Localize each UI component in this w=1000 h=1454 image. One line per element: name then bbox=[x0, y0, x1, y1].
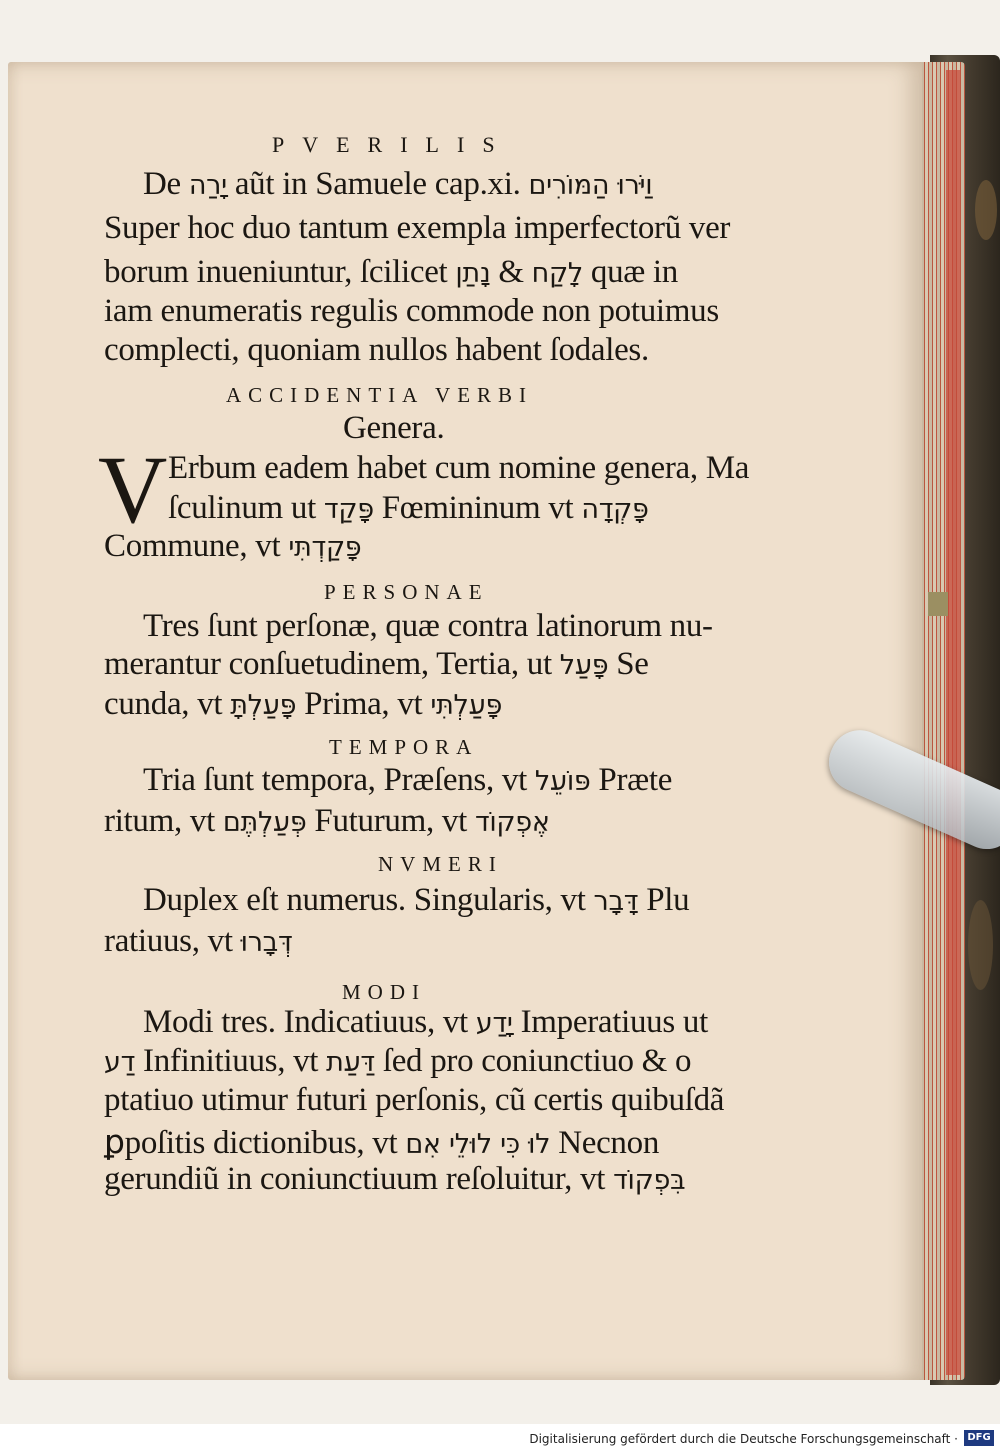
hebrew-word: פָּקַד bbox=[323, 494, 374, 525]
latin-text: Necnon bbox=[558, 1125, 660, 1161]
section-heading: ACCIDENTIA VERBI bbox=[226, 383, 534, 407]
latin-text: aũt in Samuele cap.xi. bbox=[234, 166, 521, 202]
latin-text: ꝑpoſitis dictionibus, vt bbox=[104, 1125, 398, 1161]
hebrew-word: פָּקְדָה bbox=[581, 494, 649, 525]
latin-text: Præte bbox=[598, 762, 673, 798]
section-heading: TEMPORA bbox=[329, 735, 479, 759]
cover-stain bbox=[968, 900, 993, 990]
hebrew-word: פָּעַל bbox=[559, 650, 609, 681]
hebrew-word: נָתַן bbox=[455, 258, 491, 289]
latin-text: quæ in bbox=[590, 254, 679, 290]
text-line: complecti, quoniam nullos habent ſodales. bbox=[104, 332, 649, 368]
hebrew-word: בִּפְקוֹד bbox=[613, 1165, 686, 1196]
latin-text: Imperatiuus ut bbox=[520, 1004, 708, 1040]
viewer-footer bbox=[0, 1424, 1000, 1454]
hebrew-word: יָרַה bbox=[188, 170, 227, 201]
latin-text: Se bbox=[616, 646, 649, 682]
latin-text: merantur conſuetudinem, Tertia, ut bbox=[104, 646, 552, 682]
section-heading: MODI bbox=[342, 980, 426, 1004]
latin-text: Fœmininum vt bbox=[381, 490, 574, 526]
hebrew-word: דְּבָרוּ bbox=[240, 927, 293, 958]
latin-text: Tria ſunt tempora, Præſens, vt bbox=[143, 762, 527, 798]
hebrew-word: פָּעַלְתִּי bbox=[430, 690, 502, 721]
latin-text: Duplex eſt numerus. Singularis, vt bbox=[143, 882, 586, 918]
text-line bbox=[143, 1004, 708, 1041]
latin-text: De bbox=[143, 166, 181, 202]
text-line: iam enumeratis regulis commode non potuimus bbox=[104, 293, 719, 329]
running-head: PVERILIS bbox=[272, 132, 513, 157]
latin-text: ſed pro coniunctiuo & o bbox=[382, 1043, 692, 1079]
hebrew-word: דַע bbox=[104, 1047, 136, 1078]
text-line bbox=[104, 686, 502, 723]
latin-text: Infinitiuus, vt bbox=[143, 1043, 319, 1079]
text-line bbox=[104, 254, 678, 291]
text-line: ptatiuo utimur futuri perſonis, cũ certis quibuſdã bbox=[104, 1082, 725, 1118]
hebrew-word: אֶפְקוֹד bbox=[474, 807, 550, 838]
latin-text: & bbox=[498, 254, 524, 290]
text-line: Tres ſunt perſonæ, quæ contra latinorum nu- bbox=[143, 608, 713, 644]
latin-text: Prima, vt bbox=[304, 686, 423, 722]
hebrew-word: פָּעַלְתָּ bbox=[230, 690, 297, 721]
cover-stain bbox=[975, 180, 997, 240]
text-line bbox=[104, 1043, 691, 1080]
hebrew-word: פְּעַלְתֶּם bbox=[222, 807, 307, 838]
latin-text: cunda, vt bbox=[104, 686, 223, 722]
latin-text: gerundiũ in coniunctiuum reſoluitur, vt bbox=[104, 1161, 606, 1197]
latin-text: ratiuus, vt bbox=[104, 923, 233, 959]
latin-text: Commune, vt bbox=[104, 528, 281, 564]
text-line: Super hoc duo tantum exempla imperfectorũ ver bbox=[104, 210, 731, 246]
text-line bbox=[143, 166, 652, 203]
latin-text: ſculinum ut bbox=[168, 490, 316, 526]
hebrew-word: לָקַח bbox=[531, 258, 583, 289]
hebrew-word: יָדַע bbox=[475, 1008, 513, 1039]
red-page-edge bbox=[946, 70, 960, 1375]
text-line: Erbum eadem habet cum nomine genera, Ma bbox=[168, 450, 750, 486]
text-line bbox=[168, 490, 649, 527]
text-line bbox=[143, 762, 672, 799]
text-line bbox=[104, 1122, 659, 1162]
latin-text: Plu bbox=[646, 882, 690, 918]
text-line bbox=[104, 1161, 685, 1198]
section-heading: PERSONAE bbox=[324, 580, 489, 604]
dfg-logo[interactable]: DFG bbox=[964, 1430, 994, 1446]
hebrew-word: דַּעַת bbox=[326, 1047, 375, 1078]
hebrew-word: לוּ כִּי לוּלֵי אִם bbox=[405, 1129, 551, 1160]
page-tab-marker bbox=[928, 592, 948, 616]
hebrew-word: פָּקַדְתִּי bbox=[288, 532, 362, 563]
text-line bbox=[143, 882, 689, 919]
text-line bbox=[104, 528, 361, 565]
drop-cap: V bbox=[98, 436, 168, 543]
latin-text: Modi tres. Indicatiuus, vt bbox=[143, 1004, 468, 1040]
latin-text: Futurum, vt bbox=[314, 803, 467, 839]
hebrew-word: דָּבָר bbox=[593, 886, 639, 917]
text-line bbox=[104, 646, 649, 683]
hebrew-word: פּוֹעֵל bbox=[534, 766, 591, 797]
latin-text: borum inueniuntur, ſcilicet bbox=[104, 254, 448, 290]
latin-text: ritum, vt bbox=[104, 803, 215, 839]
subheading: Genera. bbox=[343, 410, 445, 446]
funding-notice: Digitalisierung gefördert durch die Deutsche Forschungsgemeinschaft · bbox=[529, 1432, 958, 1446]
text-line bbox=[104, 923, 292, 960]
hebrew-word: וַיֹּרוּ הַמּוֹרִים bbox=[528, 170, 653, 201]
text-line bbox=[104, 803, 550, 840]
section-heading: NVMERI bbox=[378, 852, 503, 876]
